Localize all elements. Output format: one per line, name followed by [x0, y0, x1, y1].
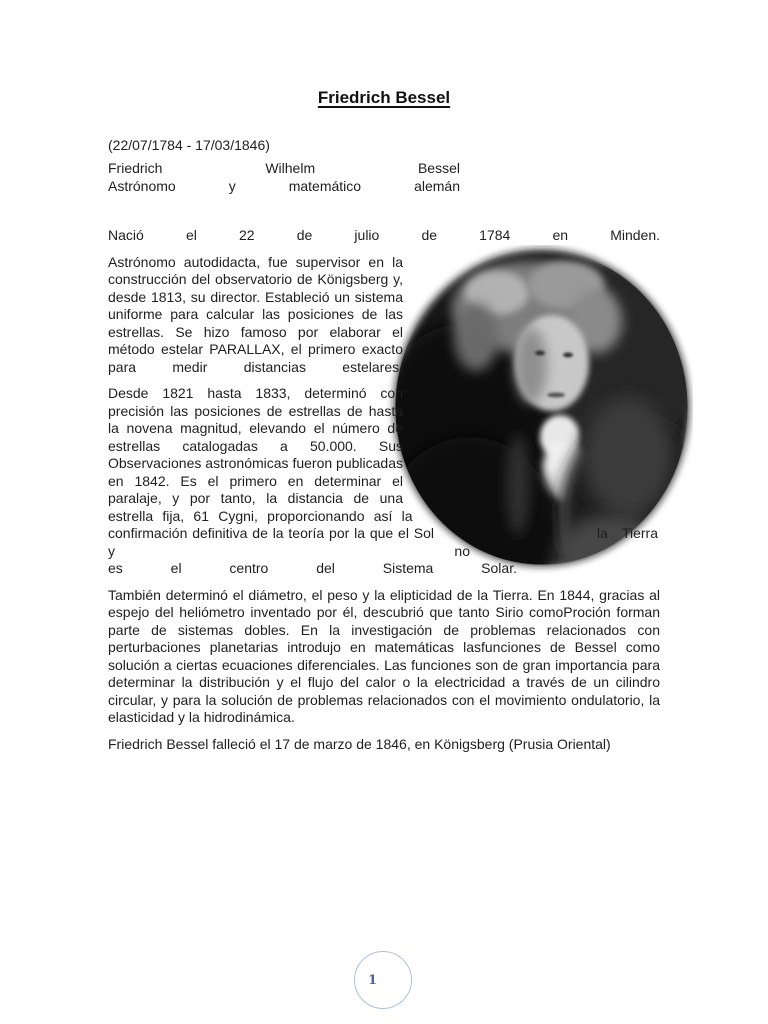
life-dates: (22/07/1784 - 17/03/1846)	[108, 137, 270, 153]
page-number-badge	[354, 951, 412, 1009]
paragraph-earth: También determinó el diámetro, el peso y la elipticidad de la Tierra. En 1844, gracias al espejo del heliómetro inventado por él, descubrió que tanto Sirio comoProción forman parte de sistemas dobles. En la investigación de problemas relacionados con perturbaciones planetarias introdujo en matemáticas lasfunciones de Bessel como solución a ciertas ecuaciones diferenciales. Las funciones son de gran importancia para determinar la distribución y el flujo del calor o la electricidad a través de un cilindro circular, y para la solución de problemas relacionados con el movimiento ondulatorio, la elasticidad y la hidrodinámica.	[108, 586, 660, 725]
paragraph-career: Astrónomo autodidacta, fue supervisor en la construcción del observatorio de Königsberg y, desde 1813, su director. Estableció un sistema uniforme para calcular las posiciones de las estrellas. Se hizo famoso por elaborar el método estelar PARALLAX, el primero exacto para medir distancias estelares.	[108, 253, 403, 375]
paragraph-birth: Nació el 22 de julio de 1784 en Minden.	[108, 227, 660, 243]
paragraph-stars-closing: es el centro del Sistema Solar.	[108, 560, 517, 576]
paragraph-death: Friedrich Bessel falleció el 17 de marzo de 1846, en Königsberg (Prusia Oriental)	[108, 735, 611, 752]
bio-role: Astrónomo y matemático alemán	[108, 178, 460, 194]
page-number: 1	[368, 972, 378, 988]
bio-name: Friedrich Wilhelm Bessel	[108, 160, 460, 176]
text-la-tierra: la Tierra	[597, 525, 658, 541]
paragraph-stars	[108, 385, 660, 578]
page-title: Friedrich Bessel	[317, 88, 451, 107]
paragraph-stars-text: Desde 1821 hasta 1833, determinó con precisión las posiciones de estrellas de hasta la novena magnitud, elevando el número de estrellas catalogadas a 50.000. Sus Observaciones astronómicas fueron publicadas en 1842. Es el primero en determinar el paralaje, y por tanto, la distancia de una estrella fija, 61 Cygni, proporcionando así la confirmación definitiva de la teoría por la que el Sol y no	[108, 385, 470, 559]
bio-lines	[108, 159, 460, 195]
